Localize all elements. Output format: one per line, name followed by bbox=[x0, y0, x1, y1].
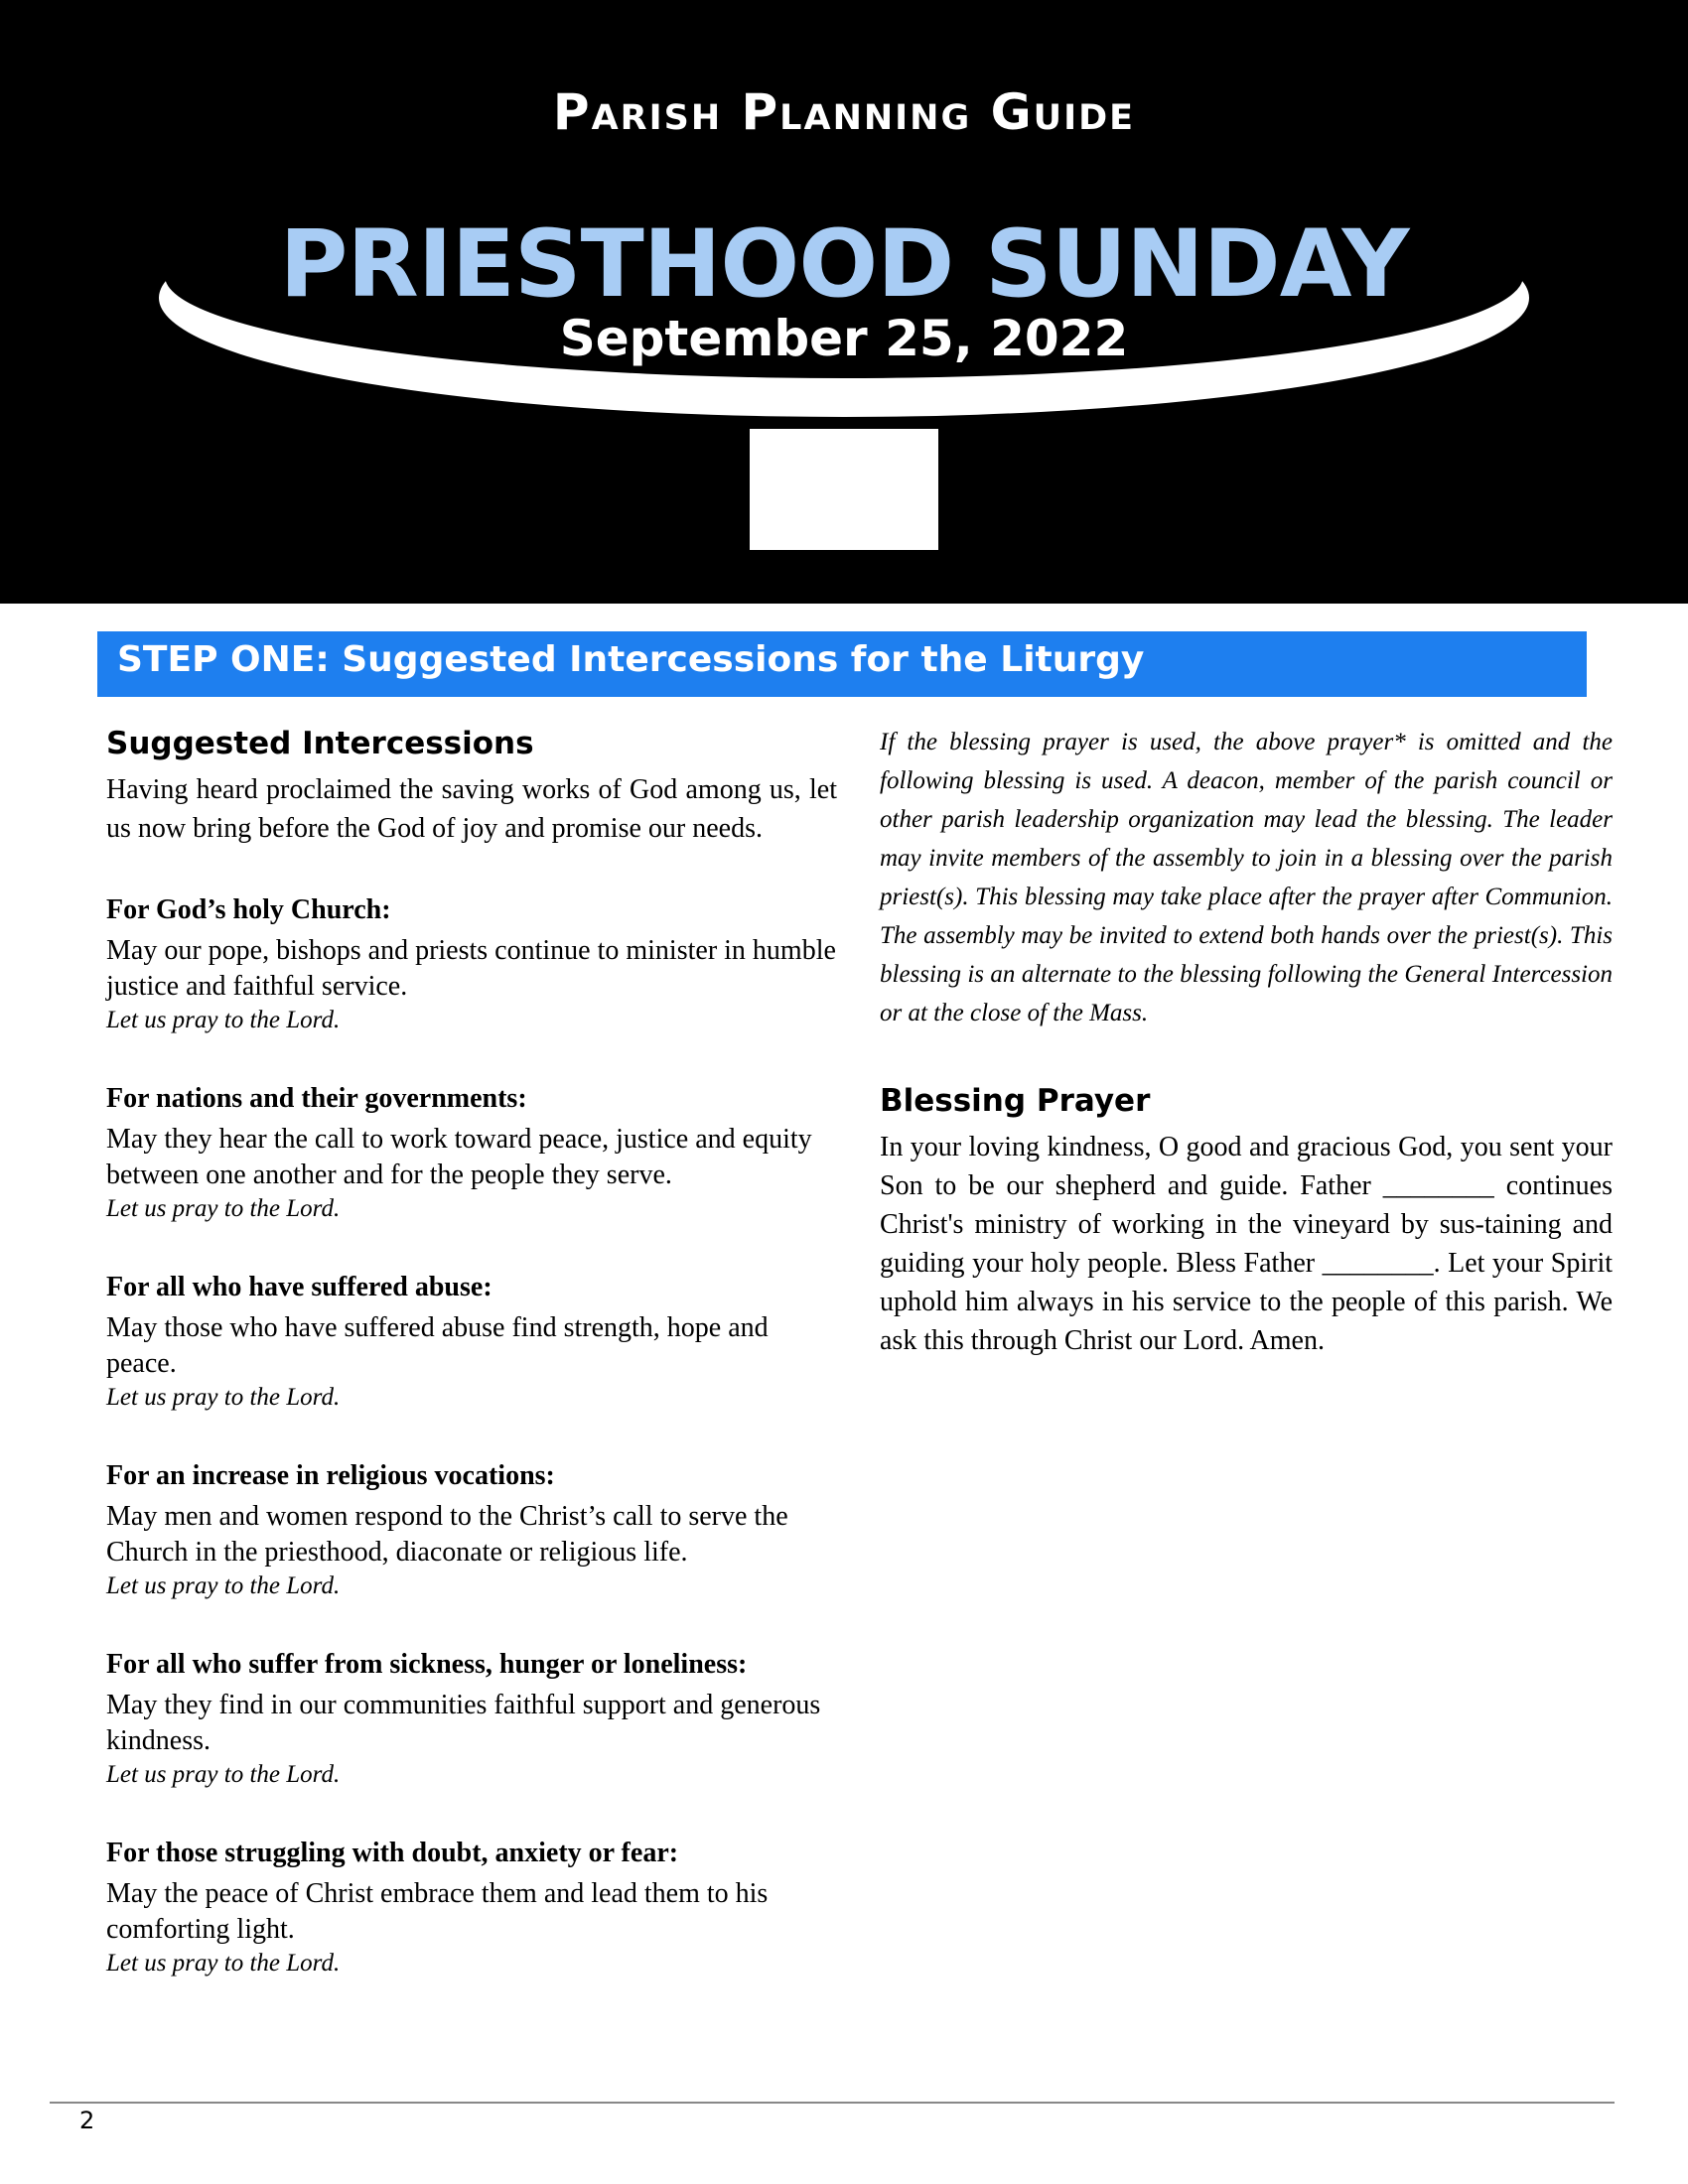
page-title: PRIESTHOOD SUNDAY bbox=[279, 210, 1409, 319]
petition-response: Let us pray to the Lord. bbox=[106, 1950, 341, 1977]
petition-response: Let us pray to the Lord. bbox=[106, 1572, 341, 1599]
intercessions-intro: Having heard proclaimed the saving works of God among us, let us now bring before the God of joy and promise our needs. bbox=[106, 774, 837, 844]
blessing-column bbox=[880, 723, 1613, 1360]
footer-divider bbox=[50, 2102, 1615, 2104]
blessing-heading: Blessing Prayer bbox=[880, 1083, 1151, 1119]
step-heading: STEP ONE: Suggested Intercessions for the Liturgy bbox=[117, 639, 1145, 680]
petition bbox=[106, 1646, 837, 1791]
petition-text: May those who have suffered abuse find strength, hope and peace. bbox=[106, 1312, 769, 1379]
petition bbox=[106, 1269, 837, 1414]
petition-text: May they find in our communities faithful support and generous kindness. bbox=[106, 1690, 821, 1756]
petition-heading: For those struggling with doubt, anxiety or fear: bbox=[106, 1838, 679, 1868]
petition-heading: For an increase in religious vocations: bbox=[106, 1460, 555, 1491]
intercessions-heading: Suggested Intercessions bbox=[106, 726, 534, 761]
petition-heading: For nations and their governments: bbox=[106, 1083, 527, 1114]
petition bbox=[106, 1080, 837, 1225]
blessing-prayer: In your loving kindness, O good and gracious God, you sent your Son to be our shepherd and guide. Father ________ continues Christ's ministry of working in the vineyard by sus-taining and guiding your holy people. Bless Father ________. Let your Spirit uphold him always in his service to the people of this parish. We ask this through Christ our Lord. Amen. bbox=[880, 1132, 1613, 1356]
guide-title: Parish Planning Guide bbox=[552, 83, 1136, 141]
page-number: 2 bbox=[79, 2107, 95, 2134]
petition-text: May our pope, bishops and priests continue to minister in humble justice and faithful service. bbox=[106, 935, 836, 1002]
petition-heading: For God’s holy Church: bbox=[106, 894, 391, 925]
petition-heading: For all who have suffered abuse: bbox=[106, 1272, 492, 1302]
petition-text: May they hear the call to work toward peace, justice and equity between one another and for the people they serve. bbox=[106, 1124, 812, 1190]
petition bbox=[106, 1457, 837, 1602]
petition-text: May men and women respond to the Christ’s call to serve the Church in the priesthood, diaconate or religious life. bbox=[106, 1501, 788, 1568]
petition-text: May the peace of Christ embrace them and lead them to his comforting light. bbox=[106, 1878, 769, 1945]
intercessions-column bbox=[106, 723, 837, 1979]
pedestal-stem bbox=[750, 429, 938, 550]
petition bbox=[106, 891, 837, 1036]
blessing-note: If the blessing prayer is used, the above prayer* is omitted and the following blessing is used. A deacon, member of the parish council or other parish leadership organization may lead the blessing. The leader may invite members of the assembly to join in a blessing over the parish priest(s). This blessing may take place after the prayer after Communion. The assembly may be invited to extend both hands over the priest(s). This blessing is an alternate to the blessing following the General Intercession or at the close of the Mass. bbox=[880, 729, 1613, 1026]
petition-response: Let us pray to the Lord. bbox=[106, 1384, 341, 1411]
petition-response: Let us pray to the Lord. bbox=[106, 1195, 341, 1222]
event-date: September 25, 2022 bbox=[559, 310, 1129, 367]
petition-heading: For all who suffer from sickness, hunger or loneliness: bbox=[106, 1649, 748, 1680]
petition-response: Let us pray to the Lord. bbox=[106, 1761, 341, 1788]
petition-response: Let us pray to the Lord. bbox=[106, 1007, 341, 1033]
petition bbox=[106, 1835, 837, 1979]
